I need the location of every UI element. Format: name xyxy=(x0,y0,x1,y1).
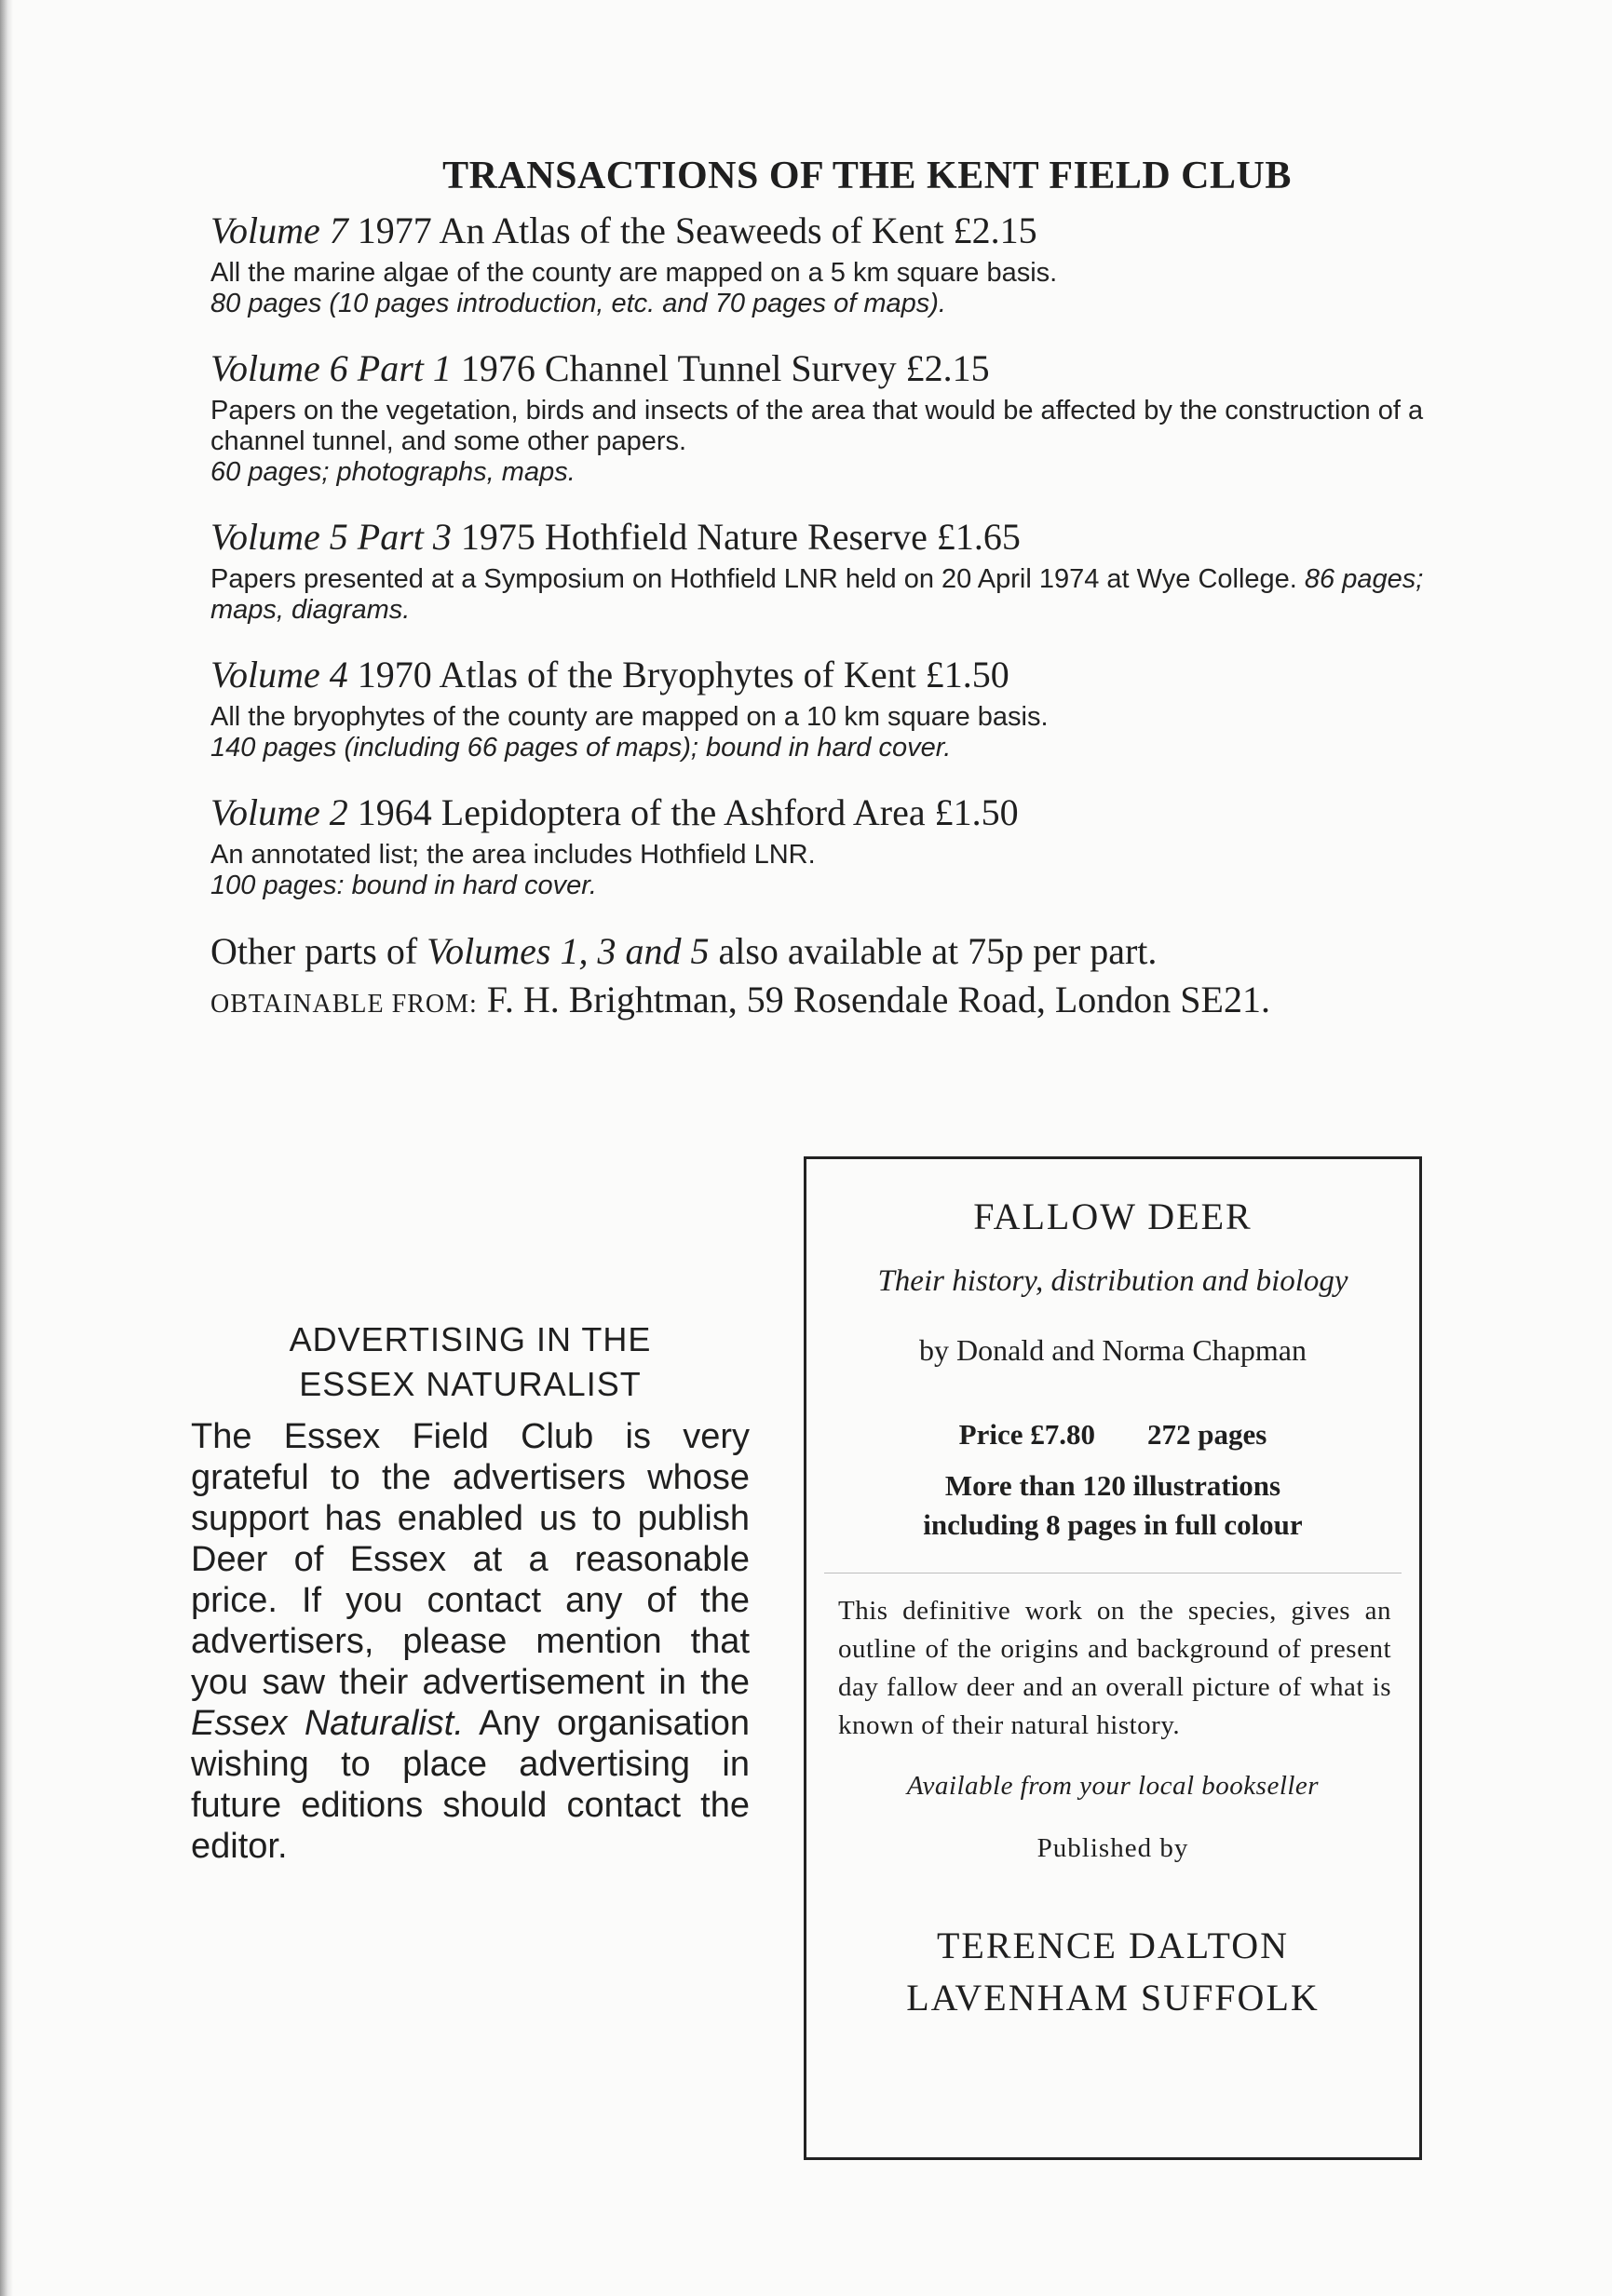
by-label: by xyxy=(919,1333,950,1367)
volume-desc-pages: 80 pages (10 pages introduction, etc. and 70 pages of maps). xyxy=(210,289,946,318)
volume-label: Volume 7 xyxy=(210,209,348,251)
other-parts-line xyxy=(210,927,1449,976)
book-authors: Donald and Norma Chapman xyxy=(956,1333,1307,1367)
advertising-body xyxy=(191,1416,750,1867)
volume-part-label: Part 3 xyxy=(357,516,452,558)
volume-desc-pages: 60 pages; photographs, maps. xyxy=(210,457,576,487)
volume-entry xyxy=(210,514,1449,626)
obtainable-from-line xyxy=(210,976,1449,1029)
book-price-line xyxy=(806,1418,1419,1452)
book-description: This definitive work on the species, gives an outline of the origins and background of present day fallow deer and an overall picture of what is known of their natural history. xyxy=(838,1596,1391,1740)
volume-description xyxy=(210,702,1449,763)
book-illustrations-line1: More than 120 illustrations xyxy=(944,1469,1281,1502)
volume-description xyxy=(210,396,1449,488)
volume-heading xyxy=(210,514,1449,560)
volume-desc-pages: 100 pages: bound in hard cover. xyxy=(210,871,597,900)
volume-part-label: Part 1 xyxy=(357,347,452,389)
publisher xyxy=(806,1920,1419,2024)
volume-desc-text: All the marine algae of the county are mapped on a 5 km square basis. xyxy=(210,258,1058,288)
volume-label: Volume 2 xyxy=(210,791,348,833)
volume-label: Volume 6 xyxy=(210,347,348,389)
volume-desc-text: Papers on the vegetation, birds and insects of the area that would be affected by the construction of a channel tunnel, and some other papers. xyxy=(210,396,1424,456)
volume-desc-pages: 86 pages; maps, diagrams. xyxy=(210,564,1424,625)
advertising-body-journal: Essex Naturalist. xyxy=(191,1704,464,1743)
publisher-location: LAVENHAM SUFFOLK xyxy=(906,1977,1320,2019)
book-subtitle: Their history, distribution and biology xyxy=(877,1264,1348,1298)
volume-description xyxy=(210,840,1449,901)
volume-title: 1975 Hothfield Nature Reserve £1.65 xyxy=(460,516,1021,558)
book-illustrations-line2: including 8 pages in full colour xyxy=(923,1508,1303,1541)
volume-entry xyxy=(210,345,1449,488)
transactions-title: TRANSACTIONS OF THE KENT FIELD CLUB xyxy=(442,155,1292,197)
advertising-title-line1: ADVERTISING IN THE xyxy=(289,1320,652,1358)
advertising-title xyxy=(191,1317,750,1407)
book-pages: 272 pages xyxy=(1147,1418,1267,1451)
volume-label: Volume 4 xyxy=(210,654,348,696)
book-price: Price £7.80 xyxy=(958,1418,1095,1451)
advertising-body-pre: The Essex Field Club is very grateful to the advertisers whose support has enabled us to publish Deer of Essex at a reasonable price. If you contact any of the advertisers, please mention that you saw their advertisement in the xyxy=(191,1417,750,1702)
availability-note: Available from your local bookseller xyxy=(906,1771,1320,1801)
volume-desc-text: Papers presented at a Symposium on Hothfield LNR held on 20 April 1974 at Wye College. xyxy=(210,564,1297,594)
volume-description xyxy=(210,564,1449,626)
volume-title: 1964 Lepidoptera of the Ashford Area £1.50 xyxy=(357,791,1019,833)
volume-entry xyxy=(210,790,1449,901)
volume-title: 1977 An Atlas of the Seaweeds of Kent £2.15 xyxy=(357,209,1037,251)
volume-desc-pages: 140 pages (including 66 pages of maps); bound in hard cover. xyxy=(210,733,952,763)
advertising-body-post: Any organisation wishing to place advertising in future editions should contact the editor. xyxy=(191,1704,750,1866)
volume-heading xyxy=(210,345,1449,392)
volume-heading xyxy=(210,652,1449,698)
volume-heading xyxy=(210,790,1449,836)
book-illustrations xyxy=(806,1466,1419,1545)
volume-entry xyxy=(210,652,1449,763)
binding-shadow xyxy=(0,0,13,2296)
publisher-name: TERENCE DALTON xyxy=(937,1925,1289,1966)
book-title: FALLOW DEER xyxy=(973,1195,1253,1237)
obtainable-address: F. H. Brightman, 59 Rosendale Road, London SE21. xyxy=(486,979,1270,1020)
book-authors-line xyxy=(806,1333,1419,1368)
advertising-title-line2: ESSEX NATURALIST xyxy=(299,1365,642,1403)
volume-entry xyxy=(210,208,1449,319)
obtainable-label: OBTAINABLE FROM: xyxy=(210,990,478,1019)
other-parts-volumes: Volumes 1, 3 and 5 xyxy=(427,930,710,972)
volume-description xyxy=(210,258,1449,319)
volume-title: 1976 Channel Tunnel Survey £2.15 xyxy=(460,347,990,389)
advertising-section xyxy=(191,1317,750,1867)
other-parts-pre: Other parts of xyxy=(210,930,418,972)
transactions-section xyxy=(210,154,1449,1029)
volume-desc-text: An annotated list; the area includes Hothfield LNR. xyxy=(210,840,816,870)
volume-heading xyxy=(210,208,1449,254)
volume-title: 1970 Atlas of the Bryophytes of Kent £1.50 xyxy=(357,654,1009,696)
published-by-label: Published by xyxy=(1036,1833,1189,1863)
other-parts-post: also available at 75p per part. xyxy=(718,930,1158,972)
fallow-deer-advert xyxy=(804,1156,1422,2160)
volume-label: Volume 5 xyxy=(210,516,348,558)
volume-desc-text: All the bryophytes of the county are mapped on a 10 km square basis. xyxy=(210,702,1049,732)
